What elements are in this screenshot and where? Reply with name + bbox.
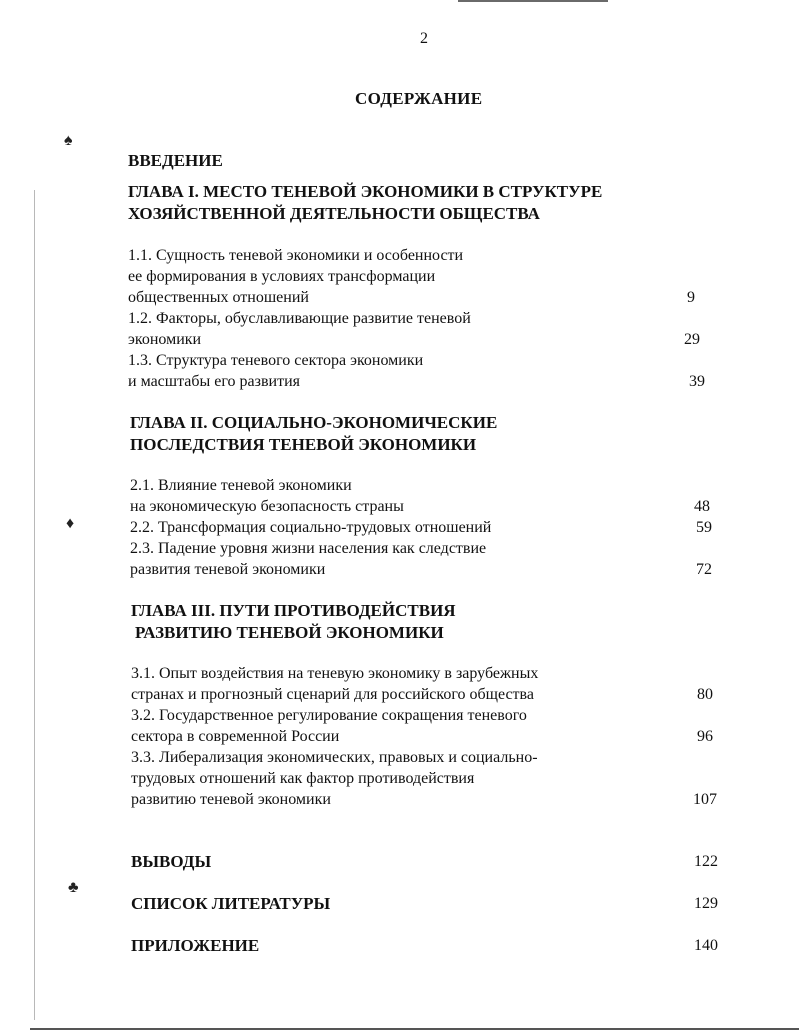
toc-intro: ВВЕДЕНИЕ bbox=[128, 151, 223, 170]
chapter1-section1-line3: общественных отношений bbox=[128, 289, 309, 306]
chapter1-section3-line1: 1.3. Структура теневого сектора экономики bbox=[128, 352, 424, 369]
page-number: 2 bbox=[420, 30, 428, 47]
chapter3-section3-line2: трудовых отношений как фактор противодействия bbox=[131, 770, 475, 787]
toc-conclusions-page: 122 bbox=[694, 853, 718, 870]
scan-artifact-left bbox=[34, 190, 35, 1020]
chapter3-section2-line1: 3.2. Государственное регулирование сокращения теневого bbox=[131, 707, 527, 724]
chapter2-section2-page: 59 bbox=[696, 519, 712, 536]
chapter2-section3-line1: 2.3. Падение уровня жизни населения как следствие bbox=[130, 540, 487, 557]
chapter2-section1-line2: на экономическую безопасность страны bbox=[130, 498, 404, 515]
chapter1-title-line2: ХОЗЯЙСТВЕННОЙ ДЕЯТЕЛЬНОСТИ ОБЩЕСТВА bbox=[128, 204, 540, 223]
toc-conclusions: ВЫВОДЫ bbox=[131, 852, 212, 871]
chapter2-title-line1: ГЛАВА II. СОЦИАЛЬНО-ЭКОНОМИЧЕСКИЕ bbox=[130, 413, 498, 432]
chapter1-section2-line2: экономики bbox=[128, 331, 202, 348]
chapter1-section2-line1: 1.2. Факторы, обуславливающие развитие теневой bbox=[128, 310, 471, 327]
chapter1-section1-line2: ее формирования в условиях трансформации bbox=[128, 268, 436, 285]
chapter1-title-line1: ГЛАВА I. МЕСТО ТЕНЕВОЙ ЭКОНОМИКИ В СТРУКТУРЕ bbox=[128, 182, 603, 201]
chapter3-section1-line2: странах и прогнозный сценарий для российского общества bbox=[131, 686, 534, 703]
chapter1-section1-line1: 1.1. Сущность теневой экономики и особенности bbox=[128, 247, 464, 264]
hole-punch-mark-2: ♦ bbox=[66, 515, 75, 532]
chapter3-section1-line1: 3.1. Опыт воздействия на теневую экономику в зарубежных bbox=[131, 665, 539, 682]
scan-artifact-top bbox=[458, 0, 608, 2]
hole-punch-mark-1: ♠ bbox=[64, 132, 73, 149]
scan-artifact-bottom bbox=[30, 1028, 799, 1030]
chapter3-title-line2: РАЗВИТИЮ ТЕНЕВОЙ ЭКОНОМИКИ bbox=[135, 623, 444, 642]
chapter3-title-line1: ГЛАВА III. ПУТИ ПРОТИВОДЕЙСТВИЯ bbox=[131, 601, 456, 620]
chapter3-section3-line1: 3.3. Либерализация экономических, правовых и социально- bbox=[131, 749, 538, 766]
chapter1-section2-page: 29 bbox=[684, 331, 700, 348]
chapter2-section3-page: 72 bbox=[696, 561, 712, 578]
chapter2-section1-line1: 2.1. Влияние теневой экономики bbox=[130, 477, 352, 494]
chapter2-section1-page: 48 bbox=[694, 498, 710, 515]
chapter3-section2-page: 96 bbox=[697, 728, 713, 745]
hole-punch-mark-3: ♣ bbox=[68, 879, 79, 896]
chapter3-section3-line3: развитию теневой экономики bbox=[131, 791, 331, 808]
chapter3-section1-page: 80 bbox=[697, 686, 713, 703]
toc-appendix: ПРИЛОЖЕНИЕ bbox=[131, 936, 260, 955]
chapter2-title-line2: ПОСЛЕДСТВИЯ ТЕНЕВОЙ ЭКОНОМИКИ bbox=[130, 435, 477, 454]
chapter1-section1-page: 9 bbox=[687, 289, 695, 306]
chapter3-section2-line2: сектора в современной России bbox=[131, 728, 340, 745]
chapter2-section2-line1: 2.2. Трансформация социально-трудовых отношений bbox=[130, 519, 492, 536]
chapter2-section3-line2: развития теневой экономики bbox=[130, 561, 326, 578]
toc-title: СОДЕРЖАНИЕ bbox=[355, 89, 483, 108]
toc-references: СПИСОК ЛИТЕРАТУРЫ bbox=[131, 894, 331, 913]
toc-appendix-page: 140 bbox=[694, 937, 718, 954]
chapter3-section3-page: 107 bbox=[693, 791, 717, 808]
chapter1-section3-line2: и масштабы его развития bbox=[128, 373, 300, 390]
chapter1-section3-page: 39 bbox=[689, 373, 705, 390]
toc-references-page: 129 bbox=[694, 895, 718, 912]
